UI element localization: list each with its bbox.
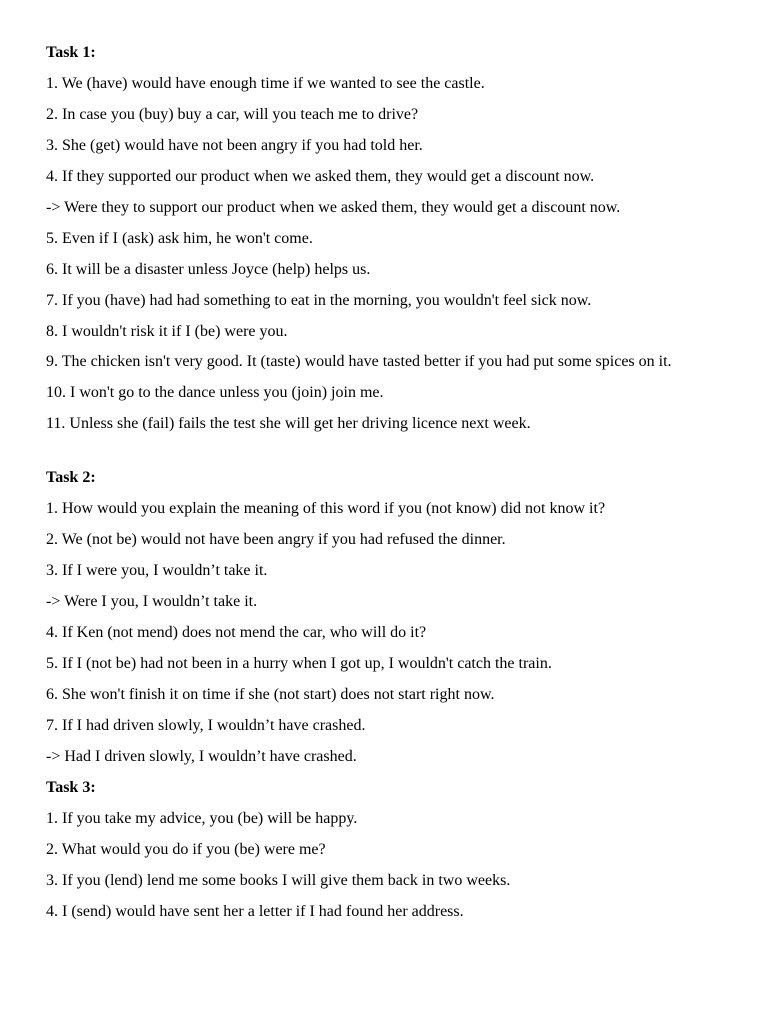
task-1-section — [46, 42, 726, 435]
exercise-line: 1. How would you explain the meaning of this word if you (not know) did not know it? — [46, 500, 606, 517]
exercise-line: 6. It will be a disaster unless Joyce (help) helps us. — [46, 261, 371, 278]
exercise-line: 5. Even if I (ask) ask him, he won't come. — [46, 230, 313, 247]
exercise-line: 3. If you (lend) lend me some books I will give them back in two weeks. — [46, 872, 511, 889]
exercise-line: 6. She won't finish it on time if she (not start) does not start right now. — [46, 686, 495, 703]
task-heading: Task 2: — [46, 469, 96, 486]
exercise-line: 2. We (not be) would not have been angry if you had refused the dinner. — [46, 531, 506, 548]
document-page — [46, 42, 726, 932]
task-2-section — [46, 467, 726, 768]
exercise-line: 7. If I had driven slowly, I wouldn’t have crashed. — [46, 717, 366, 734]
task-3-section — [46, 777, 726, 923]
exercise-line: 11. Unless she (fail) fails the test she will get her driving licence next week. — [46, 415, 531, 432]
exercise-line: 5. If I (not be) had not been in a hurry when I got up, I wouldn't catch the train. — [46, 655, 552, 672]
exercise-line: 7. If you (have) had had something to eat in the morning, you wouldn't feel sick now. — [46, 292, 592, 309]
exercise-line: 4. I (send) would have sent her a letter if I had found her address. — [46, 903, 464, 920]
rewrite-line: -> Were I you, I wouldn’t take it. — [46, 593, 258, 610]
exercise-line: 3. She (get) would have not been angry if you had told her. — [46, 137, 423, 154]
exercise-line: 4. If Ken (not mend) does not mend the car, who will do it? — [46, 624, 427, 641]
rewrite-line: -> Were they to support our product when we asked them, they would get a discount now. — [46, 199, 621, 216]
task-heading: Task 1: — [46, 44, 96, 61]
exercise-line: 1. We (have) would have enough time if we wanted to see the castle. — [46, 75, 485, 92]
exercise-line: 8. I wouldn't risk it if I (be) were you. — [46, 323, 288, 340]
exercise-line: 9. The chicken isn't very good. It (taste) would have tasted better if you had put some spices on it. — [46, 353, 672, 370]
exercise-line: 4. If they supported our product when we asked them, they would get a discount now. — [46, 168, 595, 185]
exercise-line: 10. I won't go to the dance unless you (join) join me. — [46, 384, 384, 401]
task-heading: Task 3: — [46, 779, 96, 796]
rewrite-line: -> Had I driven slowly, I wouldn’t have crashed. — [46, 748, 357, 765]
exercise-line: 3. If I were you, I wouldn’t take it. — [46, 562, 268, 579]
exercise-line: 2. What would you do if you (be) were me? — [46, 841, 326, 858]
exercise-line: 2. In case you (buy) buy a car, will you teach me to drive? — [46, 106, 419, 123]
exercise-line: 1. If you take my advice, you (be) will be happy. — [46, 810, 358, 827]
